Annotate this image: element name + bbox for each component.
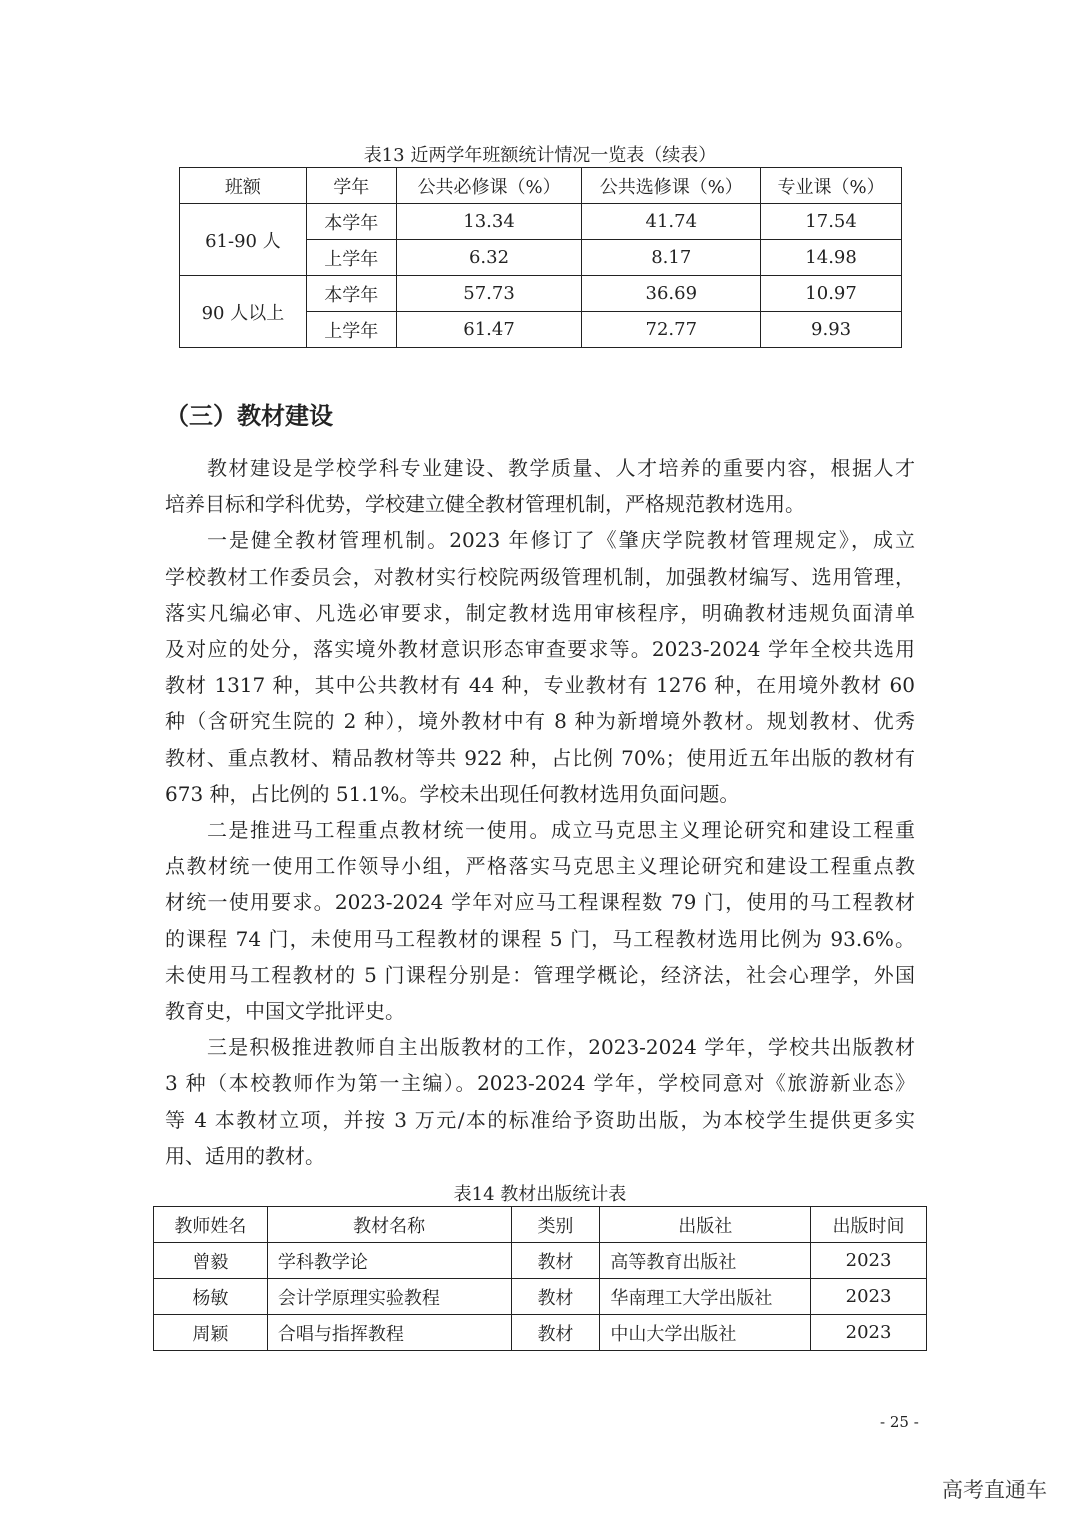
paragraph-line: 未使用马工程教材的 5 门课程分别是：管理学概论，经济法，社会心理学，外国 [165, 962, 915, 987]
table-cell: 本学年 [306, 276, 396, 312]
class-size-table [179, 167, 902, 348]
table-cell: 教师姓名 [154, 1207, 268, 1243]
table-cell: 公共选修课（%） [582, 168, 761, 204]
table-cell: 合唱与指挥教程 [267, 1315, 511, 1351]
table-cell: 2023 [811, 1243, 927, 1279]
table-cell: 公共必修课（%） [396, 168, 582, 204]
paragraph-line: 的课程 74 门，未使用马工程教材的课程 5 门，马工程教材选用比例为 93.6%。 [165, 926, 915, 951]
table-cell: 41.74 [582, 204, 761, 240]
watermark: 高考直通车 [942, 1478, 1047, 1502]
table-cell: 类别 [511, 1207, 600, 1243]
table-cell: 教材 [511, 1315, 600, 1351]
table-cell: 本学年 [306, 204, 396, 240]
table-cell: 班额 [180, 168, 307, 204]
paragraph-line: 种（含研究生院的 2 种），境外教材中有 8 种为新增境外教材。规划教材、优秀 [165, 709, 915, 734]
table-cell: 17.54 [761, 204, 902, 240]
table-cell: 曾毅 [154, 1243, 268, 1279]
paragraph-line: 教材 1317 种，其中公共教材有 44 种，专业教材有 1276 种，在用境外教材 60 [165, 673, 915, 698]
table-cell: 杨敏 [154, 1279, 268, 1315]
table-cell: 72.77 [582, 312, 761, 348]
paragraph-line: 教育史，中国文学批评史。 [165, 999, 405, 1023]
table-cell: 61-90 人 [180, 204, 307, 276]
table-cell: 8.17 [582, 240, 761, 276]
paragraph-line: 教材、重点教材、精品教材等共 922 种，占比例 70%；使用近五年出版的教材有 [165, 745, 915, 770]
paragraph-line: 材统一使用要求。2023-2024 学年对应马工程课程数 79 门，使用的马工程教材 [165, 890, 915, 915]
table-cell: 6.32 [396, 240, 582, 276]
table-cell: 2023 [811, 1279, 927, 1315]
table-cell: 会计学原理实验教程 [267, 1279, 511, 1315]
table-cell: 上学年 [306, 240, 396, 276]
table14-caption: 表14 教材出版统计表 [453, 1184, 627, 1205]
table-cell: 华南理工大学出版社 [600, 1279, 811, 1315]
table-cell: 9.93 [761, 312, 902, 348]
table-row [154, 1207, 927, 1243]
table-row [154, 1315, 927, 1351]
table-row [180, 276, 902, 312]
table-cell: 教材 [511, 1243, 600, 1279]
table-cell: 周颖 [154, 1315, 268, 1351]
table13-caption: 表13 近两学年班额统计情况一览表（续表） [363, 145, 717, 166]
table-row [180, 168, 902, 204]
paragraph-line: 教材建设是学校学科专业建设、教学质量、人才培养的重要内容，根据人才 [207, 456, 915, 480]
section-heading: （三）教材建设 [165, 402, 333, 430]
table-cell: 13.34 [396, 204, 582, 240]
table-cell: 专业课（%） [761, 168, 902, 204]
paragraph-line: 3 种（本校教师作为第一主编）。2023-2024 学年，学校同意对《旅游新业态》 [165, 1071, 915, 1096]
table-cell: 出版时间 [811, 1207, 927, 1243]
table-cell: 2023 [811, 1315, 927, 1351]
table-cell: 出版社 [600, 1207, 811, 1243]
paragraph-line: 三是积极推进教师自主出版教材的工作，2023-2024 学年，学校共出版教材 [207, 1035, 915, 1060]
table-cell: 57.73 [396, 276, 582, 312]
textbook-publication-table [153, 1206, 927, 1351]
paragraph-line: 培养目标和学科优势，学校建立健全教材管理机制，严格规范教材选用。 [165, 492, 805, 517]
table-cell: 中山大学出版社 [600, 1315, 811, 1351]
table-cell: 教材名称 [267, 1207, 511, 1243]
table-row [180, 204, 902, 240]
table-cell: 61.47 [396, 312, 582, 348]
paragraph-line: 等 4 本教材立项，并按 3 万元/本的标准给予资助出版，为本校学生提供更多实 [165, 1107, 915, 1132]
paragraph-line: 二是推进马工程重点教材统一使用。成立马克思主义理论研究和建设工程重 [207, 818, 915, 842]
table-cell: 10.97 [761, 276, 902, 312]
table-cell: 学年 [306, 168, 396, 204]
table-cell: 90 人以上 [180, 276, 307, 348]
paragraph-line: 学校教材工作委员会，对教材实行校院两级管理机制，加强教材编写、选用管理， [165, 564, 915, 589]
table-row [154, 1243, 927, 1279]
table-cell: 教材 [511, 1279, 600, 1315]
paragraph-line: 点教材统一使用工作领导小组，严格落实马克思主义理论研究和建设工程重点教 [165, 854, 915, 879]
table-cell: 上学年 [306, 312, 396, 348]
table-cell: 36.69 [582, 276, 761, 312]
page-number: - 25 - [880, 1413, 919, 1431]
paragraph-line: 及对应的处分，落实境外教材意识形态审查要求等。2023-2024 学年全校共选用 [165, 637, 915, 661]
table-row [154, 1279, 927, 1315]
paragraph-line: 落实凡编必审、凡选必审要求，制定教材选用审核程序，明确教材违规负面清单 [165, 600, 915, 625]
table-cell: 学科教学论 [267, 1243, 511, 1279]
paragraph-line: 一是健全教材管理机制。2023 年修订了《肇庆学院教材管理规定》，成立 [207, 528, 915, 553]
paragraph-line: 用、适用的教材。 [165, 1143, 325, 1168]
table-cell: 高等教育出版社 [600, 1243, 811, 1279]
paragraph-line: 673 种，占比例的 51.1%。学校未出现任何教材选用负面问题。 [165, 781, 740, 806]
table-cell: 14.98 [761, 240, 902, 276]
